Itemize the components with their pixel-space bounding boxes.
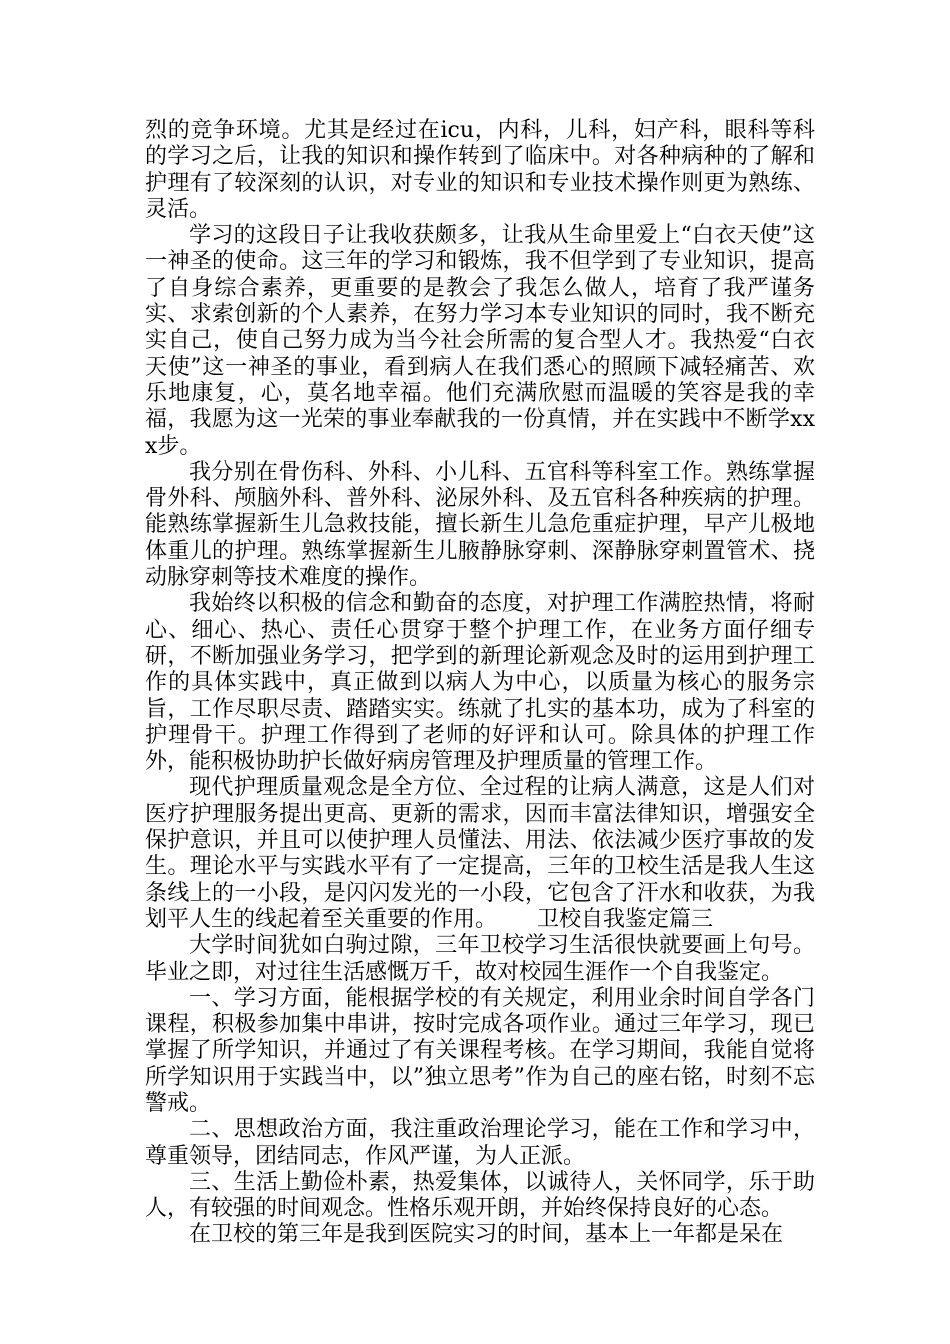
- paragraph-8: 二、思想政治方面，我注重政治理论学习，能在工作和学习中，尊重领导，团结同志，作风严谨，为人正派。: [145, 1117, 815, 1169]
- paragraph-2: 学习的这段日子让我收获颇多，让我从生命里爱上“白衣天使”这一神圣的使命。这三年的学习和锻炼，我不但学到了专业知识，提高了自身综合素养，更重要的是教会了我怎么做人，培育了我严谨务实、求索创新的个人素养，在努力学习本专业知识的同时，我不断充实自己，使自己努力成为当今社会所需的复合型人才。我热爱“白衣天使”这一神圣的事业，看到病人在我们悉心的照顾下减轻痛苦、欢乐地康复，心，莫名地幸福。他们充满欣慰而温暖的笑容是我的幸福，我愿为这一光荣的事业奉献我的一份真情，并在实践中不断学xxx步。: [145, 223, 815, 459]
- paragraph-5: [145, 775, 815, 933]
- paragraph-5-body: 现代护理质量观念是全方位、全过程的让病人满意，这是人们对医疗护理服务提出更高、更新的需求，因而丰富法律知识，增强安全保护意识，并且可以使护理人员懂法、用法、依法减少医疗事故的发生。理论水平与实践水平有了一定提高，三年的卫校生活是我人生这条线上的一小段，是闪闪发光的一小段，它包含了汗水和收获，为我划平人生的线起着至关重要的作用。: [145, 775, 815, 932]
- paragraph-9: 三、生活上勤俭朴素，热爱集体，以诚待人，关怀同学，乐于助人，有较强的时间观念。性格乐观开朗，并始终保持良好的心态。: [145, 1169, 815, 1222]
- paragraph-4: 我始终以积极的信念和勤奋的态度，对护理工作满腔热情，将耐心、细心、热心、责任心贯穿于整个护理工作，在业务方面仔细专研，不断加强业务学习，把学到的新理论新观念及时的运用到护理工作的具体实践中，真正做到以病人为中心，以质量为核心的服务宗旨，工作尽职尽责、踏踏实实。练就了扎实的基本功，成为了科室的护理骨干。护理工作得到了老师的好评和认可。除具体的护理工作外，能积极协助护长做好病房管理及护理质量的管理工作。: [145, 591, 815, 775]
- section-heading-title: 卫校自我鉴定: [537, 906, 670, 932]
- paragraph-7: 一、学习方面，能根据学校的有关规定，利用业余时间自学各门课程，积极参加集中串讲，按时完成各项作业。通过三年学习，现已掌握了所学知识，并通过了有关课程考核。在学习期间，我能自觉将所学知识用于实践当中，以”独立思考”作为自己的座右铭，时刻不忘警戒。: [145, 985, 815, 1116]
- paragraph-6: 大学时间犹如白驹过隙，三年卫校学习生活很快就要画上句号。毕业之即，对过往生活感慨万千，故对校园生涯作一个自我鉴定。: [145, 933, 815, 985]
- paragraph-1: 烈的竞争环境。尤其是经过在icu，内科，儿科，妇产科，眼科等科的学习之后，让我的知识和操作转到了临床中。对各种病种的了解和护理有了较深刻的认识，对专业的知识和专业技术操作则更为熟练、灵活。: [145, 118, 815, 222]
- paragraph-3: 我分别在骨伤科、外科、小儿科、五官科等科室工作。熟练掌握骨外科、颅脑外科、普外科、泌尿外科、及五官科各种疾病的护理。能熟练掌握新生儿急救技能，擅长新生儿急危重症护理，早产儿极地体重儿的护理。熟练掌握新生儿腋静脉穿刺、深静脉穿刺置管术、挠动脉穿刺等技术难度的操作。: [145, 459, 815, 591]
- document-body: [145, 118, 815, 1249]
- section-heading-number: 篇三: [669, 906, 714, 932]
- paragraph-10: 在卫校的第三年是我到医院实习的时间，基本上一年都是呆在: [189, 1222, 784, 1248]
